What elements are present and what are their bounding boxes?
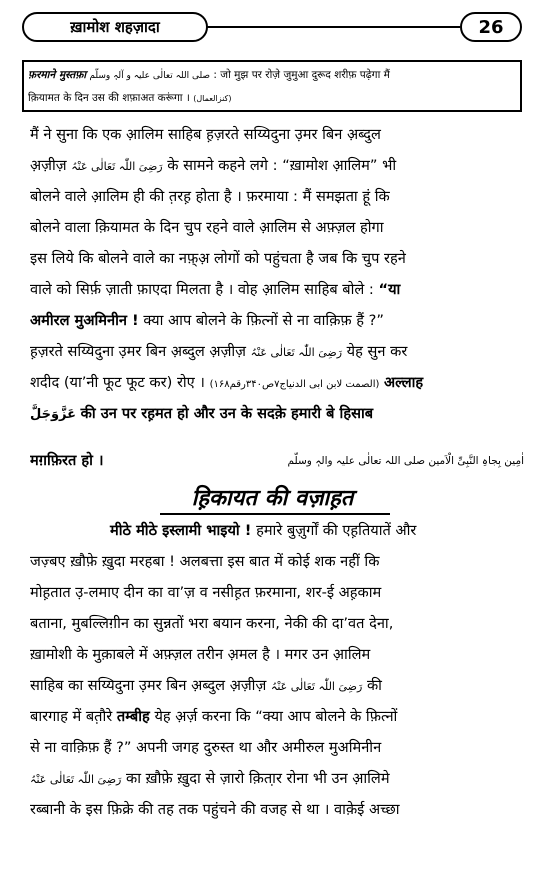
hadith-line-1 [28,64,516,87]
body-text: की [366,677,382,694]
page-number: 26 [460,12,522,42]
reference-text: (الصمت لابن ابی الدنیاج۷ص۳۴۰رقم۱۶۸) [209,379,380,390]
body-text-bold: तम्बीह [116,708,150,725]
body-text: येह सुन कर [346,343,408,360]
body-text: रब्बानी के इस फ़िक्रे की तह तक पहुंचने की वजह से था । वाक़ेई अच्छा [30,801,400,818]
body-text: बोलने वाला क़ियामत के दिन चुप रहने वाले आ़लिम से अफ़्ज़ल होगा [30,219,384,236]
body-text-bold: की उन पर रह़मत हो और उन के सदक़े हमारी बे हिसाब [80,405,374,422]
body-text: बारगाह में बत़ौरे [30,708,113,725]
body-text: क्या आप बोलने के फ़ित्नों से ना वाक़िफ़ हैं ?” [143,312,384,329]
dua-text: عَزَّوَجَلَّ [30,407,77,422]
body-text: येह अ़र्ज़ करना कि “क्या आप बोलने के फ़ित्नों [154,708,398,725]
body-text: बोलने वाले आ़लिम ही की त़रह़ होता है । फ़रमाया : मैं समझता हूं कि [30,188,390,205]
body-line-20 [30,764,524,794]
body-line-18 [30,702,524,732]
body-line-1 [30,120,524,150]
body-line-13 [30,547,524,577]
body-line-12 [30,516,524,546]
dua-text: رَضِیَ اللّٰہ تَعَالٰی عَنْہُ [71,160,163,173]
body-line-11 [30,446,524,476]
body-line-8 [30,337,524,367]
body-text: से ना वाक़िफ़ हैं ?” अपनी जगह दुरुस्त था और अमीरुल मुअमिनीन [30,739,382,756]
heading-underline [160,513,390,515]
body-text-bold: मग़फ़िरत हो । [30,452,104,469]
body-line-15 [30,609,524,639]
body-text: का ख़ौफ़े ख़ुदा से ज़ारो क़िता़र रोना भी उन आ़लिमे [126,770,390,787]
body-text: जज़्बए ख़ौफ़े ख़ुदा मरहबा ! अलबत्ता इस बात में कोई शक नहीं कि [30,553,380,570]
body-text: अ़ज़ीज़ [30,157,67,174]
hadith-text-2: क़ियामत के दिन उस की शफ़ाअत करूंगा । [28,92,190,104]
body-text-bold: मीठे मीठे इस्लामी भाइयो ! [110,522,252,539]
body-line-2 [30,151,524,181]
book-title: ख़ामोश शहज़ादा [22,12,208,42]
dua-text: رَضِیَ اللّٰہ تَعَالٰی عَنْہُ [250,346,343,359]
body-line-16 [30,640,524,670]
body-text: मैं ने सुना कि एक आ़लिम साहिब ह़ज़रते सय्यिदुना उ़मर बिन अ़ब्दुल [30,126,381,143]
body-line-4 [30,213,524,243]
body-text-bold: “या [378,281,401,298]
hadith-label: फ़रमाने मुस्तफ़ा [28,69,87,81]
body-text: वाले को सिर्फ़ ज़ाती फ़ाएदा मिलता है । वोह आ़लिम साहिब बोले : [30,281,374,298]
body-text: इस लिये कि बोलने वाले का नफ़्अ़ लोगों को पहुंचता है जब कि चुप रहने [30,250,406,267]
hadith-salutation: صلی اللہ تعالٰی علیہ و آلہٖ وسلّم [89,71,211,81]
body-line-19 [30,733,524,763]
body-line-5 [30,244,524,274]
body-text: शदीद (या’नी फूट फूट कर) रोए । [30,374,205,391]
header-rule [206,26,460,28]
body-line-6 [30,275,524,305]
body-text: के सामने कहने लगे : “ख़ामोश आ़लिम” भी [167,157,397,174]
section-heading: ह़िकायत की वज़ाह़त [191,486,354,511]
hadith-text-1: : जो मुझ पर रोज़े जुमुआ दुरूद शरीफ़ पढ़ेगा मैं [213,69,390,81]
hadith-reference: (کنزالعمال) [193,94,232,103]
dua-text: رَضِیَ اللّٰہ تَعَالٰی عَنْہُ [30,773,122,786]
body-text: हमारे बुज़ुर्गों की एह़तियातें और [256,522,417,539]
hadith-box [22,60,522,112]
dua-text: رَضِیَ اللّٰہ تَعَالٰی عَنْہُ [270,680,363,693]
ameen-text: اٰمِین بِجاہِ النَّبِیِّ الْاَمین صلی اللہ تعالٰی علیہ والہٖ وسلّم [287,455,524,467]
body-text: बताना, मुबल्लिग़ीन का सुन्नतों भरा बयान करना, नेकी की दा’वत देना, [30,615,394,632]
body-text: ख़ामोशी के मुक़ाबले में अफ़्ज़ल तरीन अ़मल है । मगर उन आ़लिम [30,646,371,663]
body-text: ह़ज़रते सय्यिदुना उ़मर बिन अ़ब्दुल अ़ज़ीज़ [30,343,247,360]
body-line-17 [30,671,524,701]
body-text-bold: अमीरल मुअमिनीन ! [30,312,139,329]
body-line-21 [30,795,524,825]
body-line-10 [30,399,524,429]
body-text: साहिब का सय्यिदुना उ़मर बिन अ़ब्दुल अ़ज़ीज़ [30,677,267,694]
body-text: मोह़तात उ़-लमाए दीन का वा’ज़ व नसीह़त फ़रमाना, शर-ई अह़काम [30,584,382,601]
body-line-3 [30,182,524,212]
body-line-14 [30,578,524,608]
body-line-7 [30,306,524,336]
body-line-9 [30,368,524,398]
hadith-line-2 [28,87,516,110]
body-text-bold: अल्लाह [384,374,424,391]
